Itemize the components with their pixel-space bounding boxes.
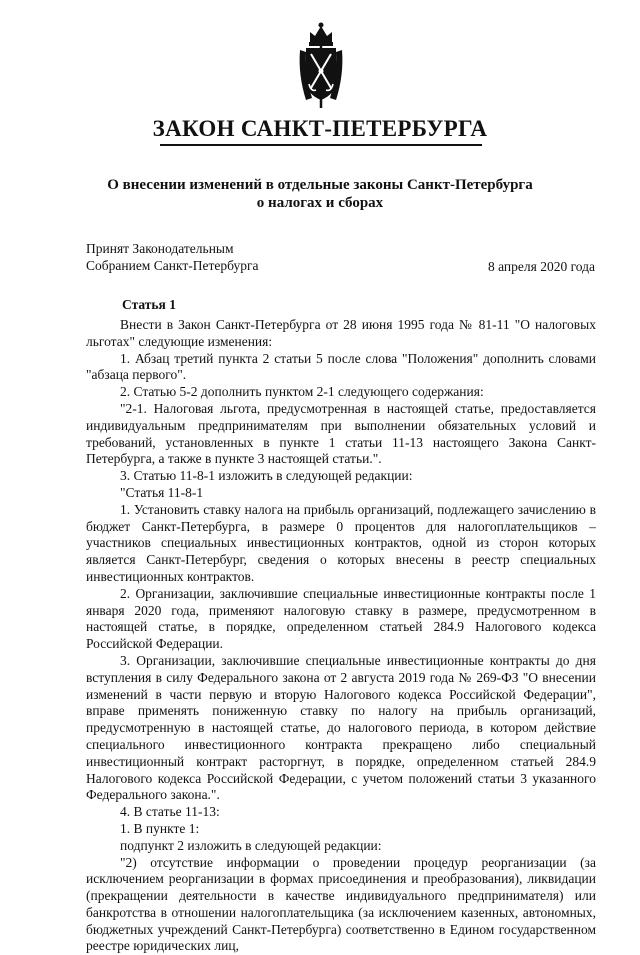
subtitle-line-1: О внесении изменений в отдельные законы Санкт-Петербурга bbox=[0, 176, 640, 194]
title-underline bbox=[160, 144, 482, 146]
paragraph: подпункт 2 изложить в следующей редакции: bbox=[86, 838, 596, 855]
adopted-by bbox=[86, 240, 259, 274]
adopted-line-2: Собранием Санкт-Петербурга bbox=[86, 257, 259, 274]
article-body bbox=[86, 317, 596, 955]
paragraph: 2. Статью 5-2 дополнить пунктом 2-1 следующего содержания: bbox=[86, 384, 596, 401]
adopted-line-1: Принят Законодательным bbox=[86, 240, 259, 257]
paragraph: 4. В статье 11-13: bbox=[86, 804, 596, 821]
paragraph: 2. Организации, заключившие специальные инвестиционные контракты после 1 января 2020 года, применяют налоговую ставку в размере, предусмотренном в настоящей статье, в порядке, определенном статьей 284.9 Налогового кодекса Российской Федерации. bbox=[86, 586, 596, 653]
adoption-date: 8 апреля 2020 года bbox=[488, 258, 595, 275]
paragraph: "2) отсутствие информации о проведении процедур реорганизации (за исключением реорганизации в формах присоединения и преобразования), ликвидации (прекращении деятельности в качестве индивидуального предпринимателя) или банкротства в отношении налогоплательщика (за исключением казенных, автономных, бюджетных учреждений Санкт-Петербурга) соответственно в Едином государственном реестре юридических лиц, bbox=[86, 855, 596, 955]
paragraph: 1. В пункте 1: bbox=[86, 821, 596, 838]
paragraph: 1. Абзац третий пункта 2 статьи 5 после слова "Положения" дополнить словами "абзаца первого". bbox=[86, 351, 596, 385]
paragraph: 3. Статью 11-8-1 изложить в следующей редакции: bbox=[86, 468, 596, 485]
paragraph: 3. Организации, заключившие специальные инвестиционные контракты до дня вступления в силу Федерального закона от 2 августа 2019 года № 269-ФЗ "О внесении изменений в части первую и вторую Налогового кодекса Российской Федерации", вправе применять пониженную ставку по налогу на прибыль организаций, предусмотренную в настоящей статье, до налогового периода, в котором действие специального инвестиционного контракта прекращено либо специальный инвестиционный контракт расторгнут, в порядке, определенном статьей 284.9 Налогового кодекса Российской Федерации, с учетом положений статьи 3 указанного Федерального закона.". bbox=[86, 653, 596, 804]
paragraph: "2-1. Налоговая льгота, предусмотренная в настоящей статье, предоставляется индивидуальным предпринимателям при выполнении обязательных условий и требований, установленных в пункте 1 статьи 11-13 настоящего Закона Санкт-Петербурга, а также в пункте 3 настоящей статьи.". bbox=[86, 401, 596, 468]
paragraph: "Статья 11-8-1 bbox=[86, 485, 596, 502]
article-heading: Статья 1 bbox=[122, 297, 176, 313]
coat-of-arms-icon bbox=[296, 20, 346, 112]
law-subtitle bbox=[0, 176, 640, 212]
law-title: ЗАКОН САНКТ-ПЕТЕРБУРГА bbox=[0, 116, 640, 142]
paragraph: Внести в Закон Санкт-Петербурга от 28 июня 1995 года № 81-11 "О налоговых льготах" следующие изменения: bbox=[86, 317, 596, 351]
paragraph: 1. Установить ставку налога на прибыль организаций, подлежащего зачислению в бюджет Санкт-Петербурга, в размере 0 процентов для налогоплательщиков – участников специальных инвестиционных контрактов, одной из сторон которых является Санкт-Петербург, сведения о которых внесены в реестр специальных инвестиционных контрактов. bbox=[86, 502, 596, 586]
subtitle-line-2: о налогах и сборах bbox=[0, 194, 640, 212]
